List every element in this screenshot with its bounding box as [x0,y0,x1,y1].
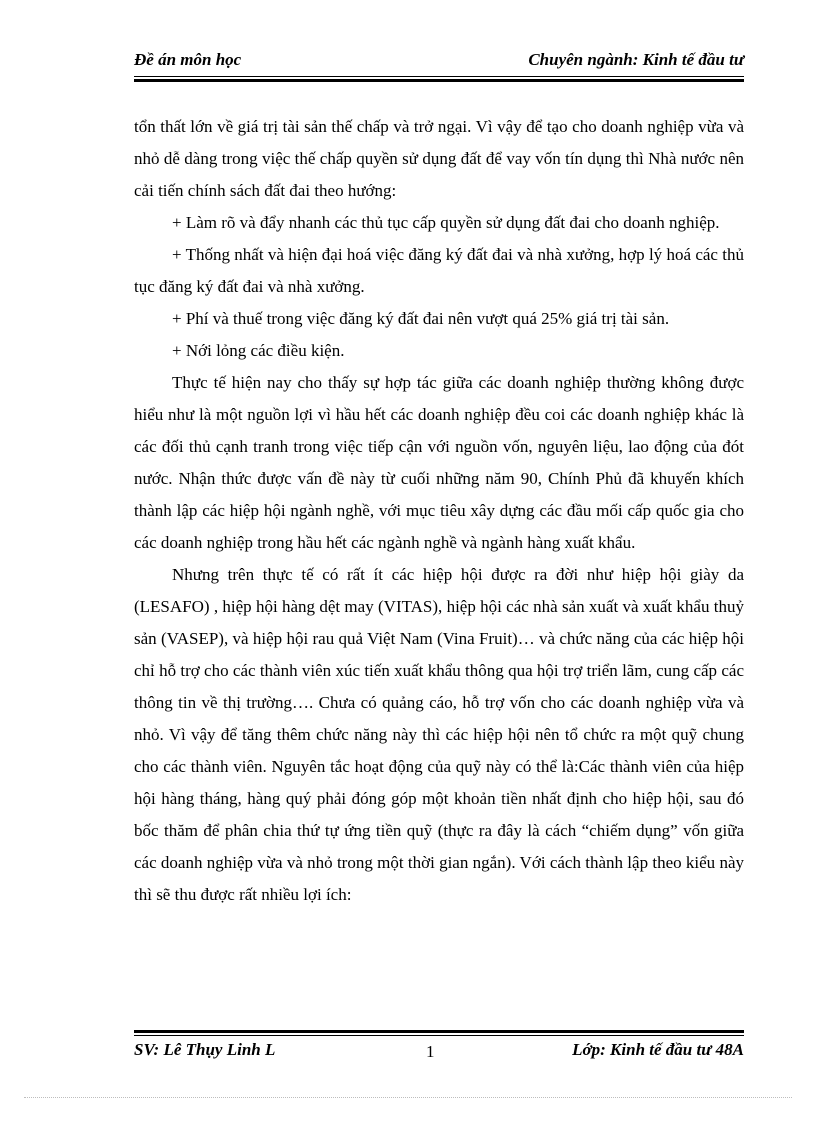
page-bottom-divider [24,1097,792,1098]
body-text [134,111,744,911]
header-rule-thick [134,79,744,82]
bullet-item: + Phí và thuế trong việc đăng ký đất đai nên vượt quá 25% giá trị tài sản. [172,309,670,328]
page-footer [134,1040,744,1064]
paragraph: tổn thất lớn về giá trị tài sản thế chấp và trở ngại. Vì vậy để tạo cho doanh nghiệp vừa và nhỏ dễ dàng trong việc thế chấp quyền sử dụng đất để vay vốn tín dụng thì Nhà nước nên cải tiến chính sách đất đai theo hướng: [134,117,744,200]
page-number: 1 [426,1042,435,1061]
header-major: Chuyên ngành: Kinh tế đầu tư [528,50,744,69]
bullet-item: + Làm rõ và đẩy nhanh các thủ tục cấp quyền sử dụng đất đai cho doanh nghiệp. [172,213,720,232]
bullet-item: + Nới lỏng các điều kiện. [172,341,345,360]
footer-rule-thin [134,1035,744,1036]
paragraph: Thực tế hiện nay cho thấy sự hợp tác giữa các doanh nghiệp thường không được hiểu như là một nguồn lợi vì hầu hết các doanh nghiệp đều coi các doanh nghiệp khác là các đối thủ cạnh tranh trong việc tiếp cận với nguồn vốn, nguyên liệu, lao động của đót nước. Nhận thức được vấn đề này từ cuối những năm 90, Chính Phủ đã khuyến khích thành lập các hiệp hội ngành nghề, với mục tiêu xây dựng các đầu mối cấp quốc gia cho các doanh nghiệp trong hầu hết các ngành nghề và ngành hàng xuất khẩu. [134,373,744,552]
paragraph: Nhưng trên thực tế có rất ít các hiệp hội được ra đời như hiệp hội giày da (LESAFO) , hiệp hội hàng dệt may (VITAS), hiệp hội các nhà sản xuất và xuất khẩu thuỷ sản (VASEP), và hiệp hội rau quả Việt Nam (Vina Fruit)… và chức năng của các hiệp hội chỉ hỗ trợ cho các thành viên xúc tiến xuất khẩu thông qua hội trợ triển lãm, cung cấp các thông tin về thị trường…. Chưa có quảng cáo, hỗ trợ vốn cho các doanh nghiệp vừa và nhỏ. Vì vậy để tăng thêm chức năng này thì các hiệp hội nên tổ chức ra một quỹ chung cho các thành viên. Nguyên tắc hoạt động của quỹ này có thể là:Các thành viên của hiệp hội hàng tháng, hàng quý phải đóng góp một khoản tiền nhất định cho hiệp hội, sau đó bốc thăm để phân chia thứ tự ứng tiền quỹ (thực ra đây là cách “chiếm dụng” vốn giữa các doanh nghiệp vừa và nhỏ trong một thời gian ngắn). Với cách thành lập theo kiểu này thì sẽ thu được rất nhiều lợi ích: [134,565,744,904]
footer-class: Lớp: Kinh tế đầu tư 48A [572,1040,744,1059]
header-rule-thin [134,76,744,77]
page-header [134,50,744,72]
footer-rule-thick [134,1030,744,1033]
bullet-item: + Thống nhất và hiện đại hoá việc đăng ký đất đai và nhà xưởng, hợp lý hoá các thủ tục đăng ký đất đai và nhà xưởng. [134,245,744,296]
footer-student-name: SV: Lê Thụy Linh L [134,1040,276,1059]
header-course-title: Đề án môn học [134,50,242,69]
